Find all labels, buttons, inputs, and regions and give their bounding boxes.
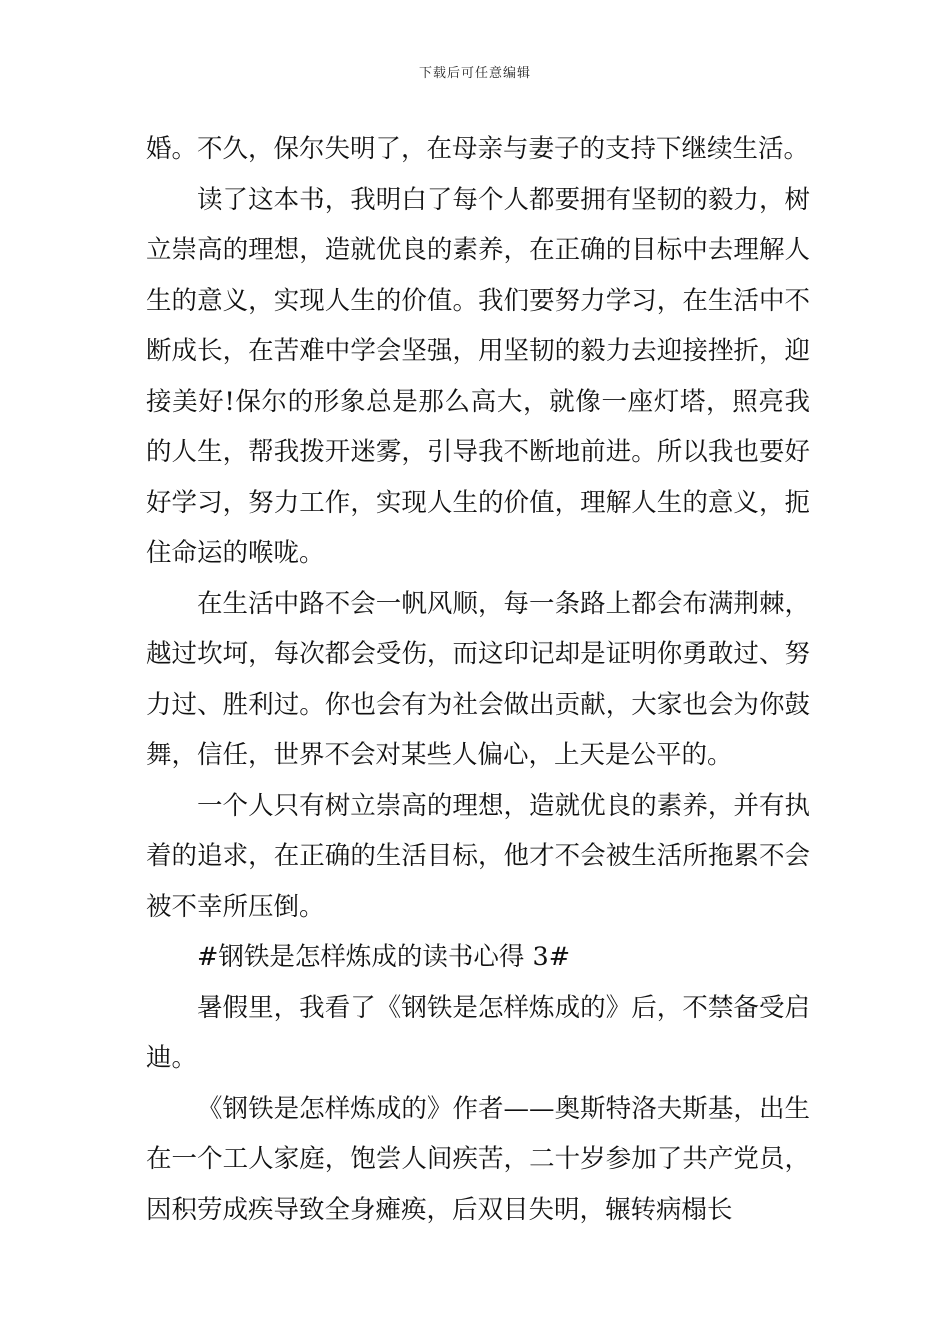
document-body xyxy=(146,124,810,1235)
paragraph: 读了这本书，我明白了每个人都要拥有坚韧的毅力，树立崇高的理想，造就优良的素养，在正确的目标中去理解人生的意义，实现人生的价值。我们要努力学习，在生活中不断成长，在苦难中学会坚强，用坚韧的毅力去迎接挫折，迎接美好!保尔的形象总是那么高大，就像一座灯塔，照亮我的人生，帮我拨开迷雾，引导我不断地前进。所以我也要好好学习，努力工作，实现人生的价值，理解人生的意义，扼住命运的喉咙。 xyxy=(146,184,810,568)
paragraph: 暑假里，我看了《钢铁是怎样炼成的》后，不禁备受启迪。 xyxy=(146,992,810,1073)
paragraph: 一个人只有树立崇高的理想，造就优良的素养，并有执着的追求，在正确的生活目标，他才不会被生活所拖累不会被不幸所压倒。 xyxy=(146,790,810,922)
page-header: 下载后可任意编辑 xyxy=(418,66,531,81)
section-heading: #钢铁是怎样炼成的读书心得 3# xyxy=(197,942,571,972)
paragraph: 在生活中路不会一帆风顺，每一条路上都会布满荆棘，越过坎坷，每次都会受伤，而这印记却是证明你勇敢过、努力过、胜利过。你也会有为社会做出贡献，大家也会为你鼓舞，信任，世界不会对某些人偏心，上天是公平的。 xyxy=(146,588,810,770)
paragraph: 《钢铁是怎样炼成的》作者——奥斯特洛夫斯基，出生在一个工人家庭，饱尝人间疾苦，二十岁参加了共产党员，因积劳成疾导致全身瘫痪，后双目失明，辗转病榻长 xyxy=(146,1093,810,1225)
paragraph-continuation: 婚。不久，保尔失明了，在母亲与妻子的支持下继续生活。 xyxy=(146,134,810,164)
